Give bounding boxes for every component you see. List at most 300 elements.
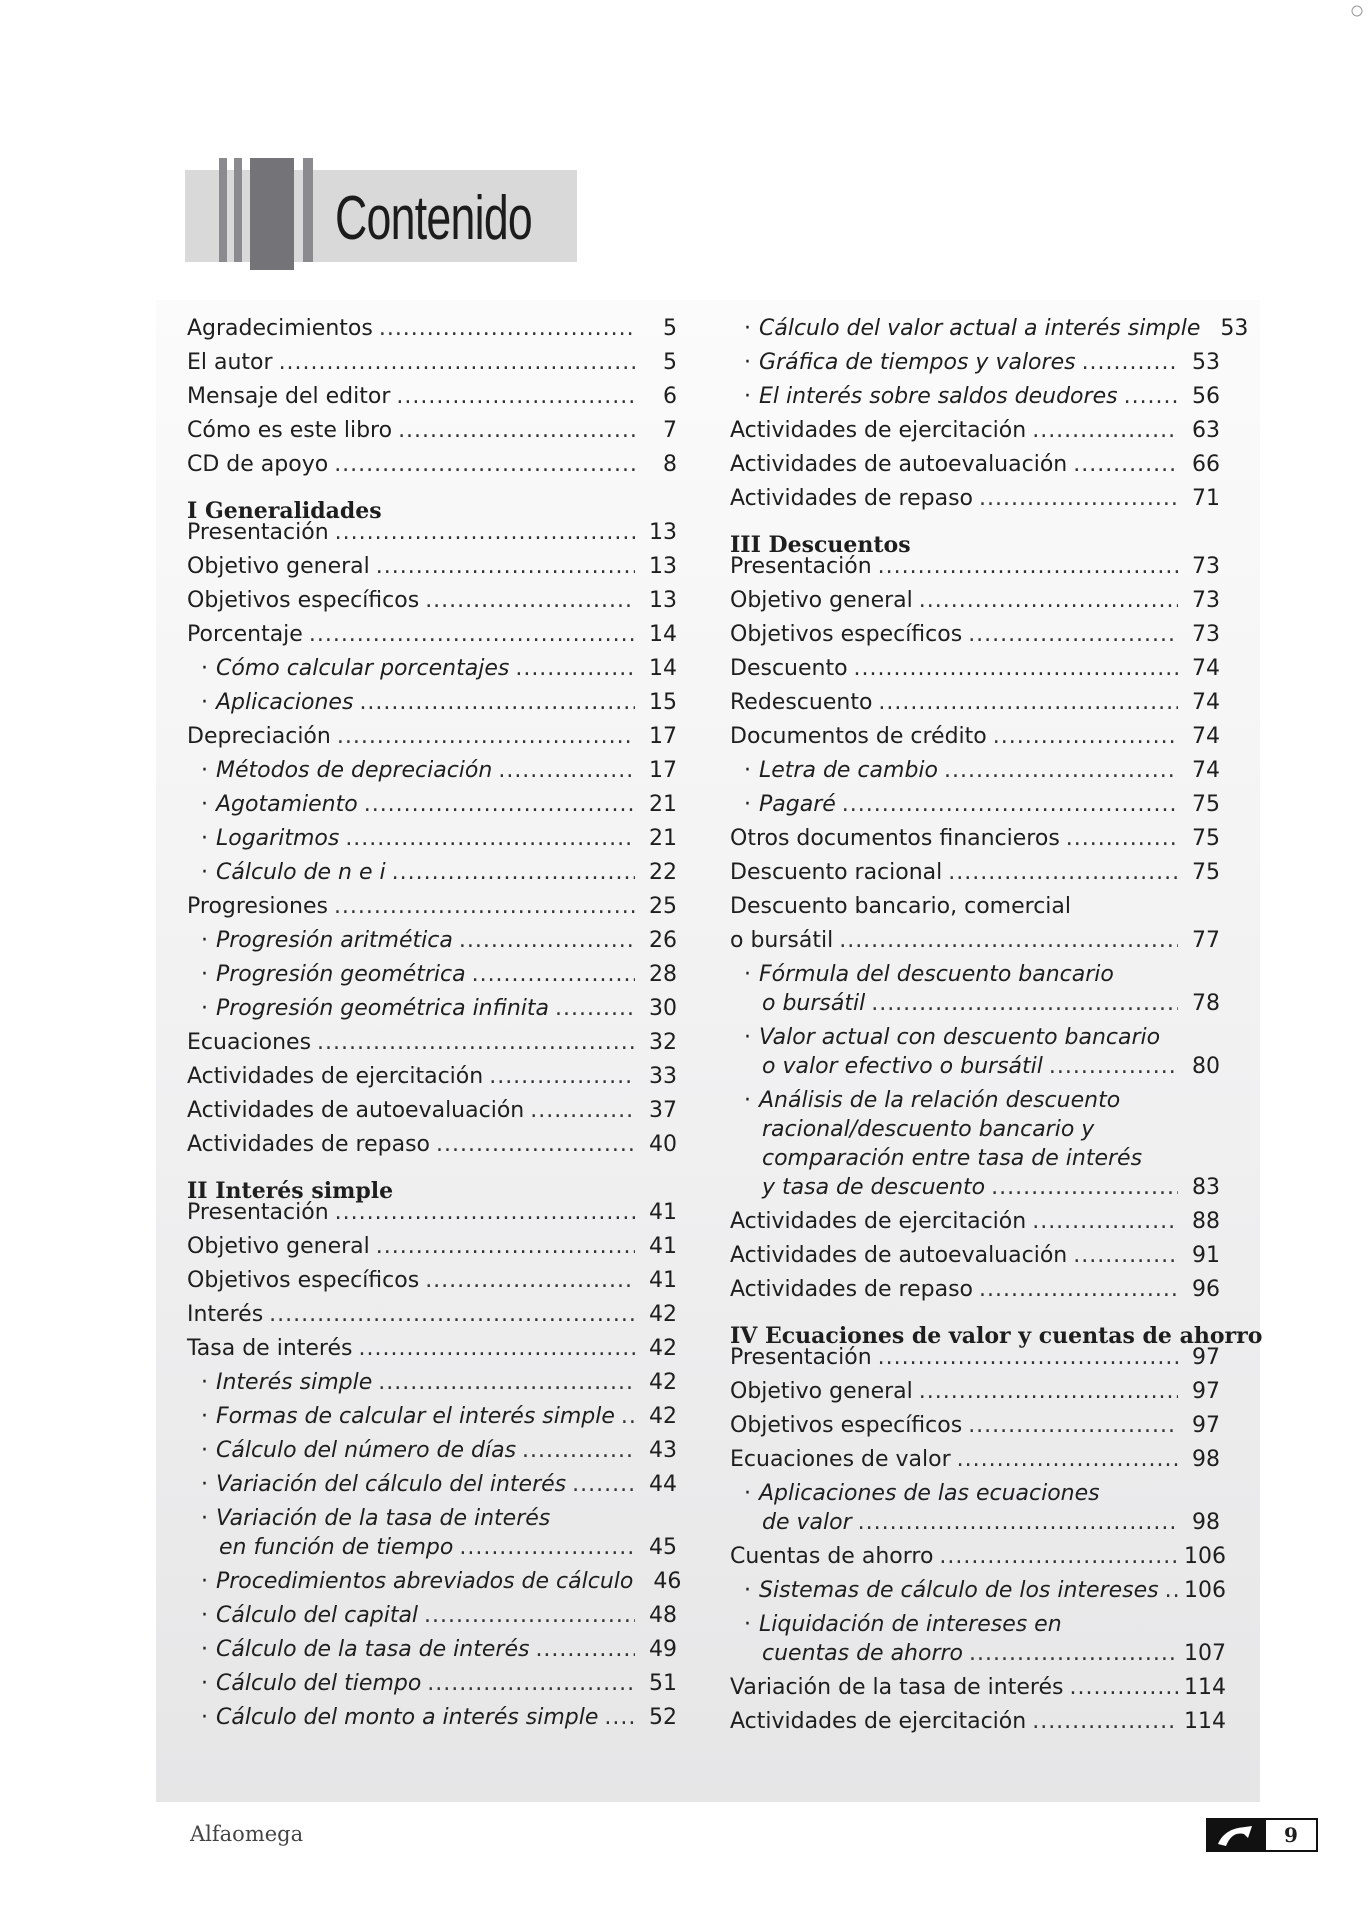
bullet-icon: · bbox=[201, 1671, 208, 1696]
toc-subentry bbox=[187, 960, 677, 990]
entry-title bbox=[730, 926, 833, 956]
toc-entry bbox=[730, 1411, 1220, 1441]
entry-page: 107 bbox=[1184, 1641, 1226, 1666]
dot-leader bbox=[392, 858, 635, 888]
entry-page: 114 bbox=[1184, 1675, 1226, 1700]
toc-subentry bbox=[730, 1639, 1226, 1669]
bullet-icon: · bbox=[201, 1472, 208, 1497]
entry-title bbox=[187, 518, 329, 548]
entry-title bbox=[730, 1542, 933, 1572]
entry-title bbox=[730, 858, 942, 888]
entry-title bbox=[730, 1673, 1063, 1703]
entry-page: 52 bbox=[649, 1705, 677, 1730]
bullet-icon: · bbox=[201, 690, 208, 715]
dot-leader bbox=[498, 756, 635, 786]
dot-leader bbox=[878, 552, 1178, 582]
dot-leader bbox=[358, 1334, 635, 1364]
toc-entry bbox=[730, 722, 1220, 752]
dot-leader bbox=[1073, 450, 1178, 480]
publisher-name: Alfaomega bbox=[190, 1822, 304, 1846]
section-heading: I Generalidades bbox=[187, 498, 382, 524]
toc-entry bbox=[187, 416, 677, 446]
dot-leader bbox=[919, 1377, 1178, 1407]
entry-text: Formas de calcular el interés simple bbox=[216, 1404, 615, 1429]
bullet-icon: · bbox=[201, 962, 208, 987]
entry-page: 28 bbox=[649, 962, 677, 987]
toc-entry bbox=[187, 722, 677, 752]
entry-title bbox=[730, 484, 973, 514]
entry-title bbox=[187, 1096, 524, 1126]
toc-entry bbox=[730, 926, 1220, 956]
entry-page: 53 bbox=[1192, 350, 1220, 375]
entry-title bbox=[730, 552, 872, 582]
entry-title bbox=[730, 1445, 951, 1475]
entry-text: Presentación bbox=[730, 1345, 872, 1370]
bullet-icon: · bbox=[201, 1603, 208, 1628]
entry-title bbox=[730, 1377, 913, 1407]
entry-title bbox=[187, 722, 331, 752]
entry-title bbox=[762, 1639, 963, 1669]
entry-text-line bbox=[730, 892, 1220, 922]
entry-page: 63 bbox=[1192, 418, 1220, 443]
dot-leader bbox=[535, 1635, 635, 1665]
entry-title bbox=[201, 994, 549, 1024]
bullet-icon: · bbox=[201, 1370, 208, 1395]
entry-text: Actividades de repaso bbox=[187, 1132, 430, 1157]
dot-leader bbox=[979, 484, 1178, 514]
dot-leader bbox=[604, 1703, 635, 1733]
entry-title bbox=[187, 1334, 352, 1364]
entry-page: 41 bbox=[649, 1234, 677, 1259]
entry-text: Cálculo del monto a interés simple bbox=[216, 1705, 599, 1730]
dot-leader bbox=[993, 722, 1178, 752]
toc-entry bbox=[187, 620, 677, 650]
page-number-badge bbox=[1206, 1818, 1318, 1852]
entry-page: 98 bbox=[1192, 1447, 1220, 1472]
entry-page: 13 bbox=[649, 520, 677, 545]
dot-leader bbox=[991, 1173, 1178, 1203]
bullet-icon: · bbox=[201, 1637, 208, 1662]
bullet-icon: · bbox=[201, 656, 208, 681]
entry-text: Pagaré bbox=[759, 792, 836, 817]
dot-leader bbox=[1032, 416, 1178, 446]
bullet-icon: · bbox=[201, 1404, 208, 1429]
entry-title bbox=[201, 1635, 529, 1665]
entry-title bbox=[744, 756, 938, 786]
entry-page: 41 bbox=[649, 1268, 677, 1293]
entry-text: Progresión geométrica infinita bbox=[216, 996, 549, 1021]
entry-title bbox=[730, 1411, 962, 1441]
contents-panel bbox=[156, 300, 1263, 1802]
entry-text: Objetivo general bbox=[730, 588, 913, 613]
entry-page: 74 bbox=[1192, 690, 1220, 715]
entry-text: Métodos de depreciación bbox=[216, 758, 493, 783]
dot-leader bbox=[572, 1470, 635, 1500]
entry-text: Actividades de autoevaluación bbox=[187, 1098, 525, 1123]
toc-subentry bbox=[187, 756, 677, 786]
bullet-icon: · bbox=[201, 996, 208, 1021]
entry-text: y tasa de descuento bbox=[762, 1175, 986, 1200]
entry-page: 41 bbox=[649, 1200, 677, 1225]
toc-entry bbox=[187, 518, 677, 548]
entry-page: 73 bbox=[1192, 622, 1220, 647]
dot-leader bbox=[555, 994, 635, 1024]
entry-text: Objetivo general bbox=[730, 1379, 913, 1404]
entry-text: Ecuaciones bbox=[187, 1030, 312, 1055]
dot-leader bbox=[878, 1343, 1178, 1373]
toc-entry bbox=[187, 1266, 677, 1296]
entry-page: 21 bbox=[649, 792, 677, 817]
entry-text: Análisis de la relación descuento bbox=[759, 1088, 1121, 1113]
entry-text: en función de tiempo bbox=[219, 1535, 454, 1560]
entry-text: Variación del cálculo del interés bbox=[216, 1472, 567, 1497]
toc-entry bbox=[730, 1275, 1220, 1305]
entry-page: 83 bbox=[1192, 1175, 1220, 1200]
toc-subentry bbox=[187, 824, 677, 854]
entry-text: cuentas de ahorro bbox=[762, 1641, 964, 1666]
entry-title bbox=[187, 382, 390, 412]
toc-entry bbox=[187, 382, 677, 412]
entry-page: 66 bbox=[1192, 452, 1220, 477]
entry-page: 13 bbox=[649, 588, 677, 613]
entry-text: Otros documentos financieros bbox=[730, 826, 1060, 851]
entry-text: o valor efectivo o bursátil bbox=[762, 1054, 1043, 1079]
toc-subentry bbox=[730, 314, 1249, 344]
entry-title bbox=[187, 1266, 419, 1296]
entry-text: Cálculo del valor actual a interés simple bbox=[759, 316, 1201, 341]
entry-text: Presentación bbox=[730, 554, 872, 579]
entry-page: 51 bbox=[649, 1671, 677, 1696]
entry-page: 30 bbox=[649, 996, 677, 1021]
entry-title bbox=[201, 756, 492, 786]
bullet-icon: · bbox=[744, 1578, 751, 1603]
bullet-icon: · bbox=[744, 1088, 751, 1113]
toc-entry bbox=[730, 552, 1220, 582]
entry-title bbox=[201, 1470, 566, 1500]
entry-text: Actividades de autoevaluación bbox=[730, 1243, 1068, 1268]
entry-title bbox=[187, 892, 328, 922]
entry-title bbox=[219, 1533, 453, 1563]
dot-leader bbox=[334, 450, 635, 480]
corner-mark-icon bbox=[1350, 4, 1364, 18]
toc-entry bbox=[187, 1096, 677, 1126]
toc-subentry bbox=[187, 1470, 677, 1500]
entry-text: Progresión aritmética bbox=[216, 928, 453, 953]
entry-text: El interés sobre saldos deudores bbox=[759, 384, 1118, 409]
entry-text: Letra de cambio bbox=[759, 758, 938, 783]
entry-title bbox=[187, 586, 419, 616]
entry-text: Descuento racional bbox=[730, 860, 943, 885]
entry-page: 42 bbox=[649, 1336, 677, 1361]
entry-text: Valor actual con descuento bancario bbox=[759, 1025, 1161, 1050]
dot-leader bbox=[842, 790, 1178, 820]
entry-text: racional/descuento bancario y bbox=[762, 1117, 1095, 1142]
entry-text: comparación entre tasa de interés bbox=[762, 1146, 1143, 1171]
entry-title bbox=[201, 654, 509, 684]
entry-text: Actividades de repaso bbox=[730, 1277, 973, 1302]
entry-title bbox=[730, 1207, 1026, 1237]
toc-entry bbox=[187, 450, 677, 480]
entry-text: Presentación bbox=[187, 520, 329, 545]
entry-text: Cálculo del número de días bbox=[216, 1438, 517, 1463]
publisher-logo-icon bbox=[1208, 1820, 1266, 1850]
entry-title bbox=[730, 824, 1060, 854]
entry-page: 114 bbox=[1184, 1709, 1226, 1734]
entry-page: 74 bbox=[1192, 656, 1220, 681]
entry-text: Actividades de ejercitación bbox=[730, 418, 1027, 443]
entry-page: 71 bbox=[1192, 486, 1220, 511]
entry-page: 73 bbox=[1192, 588, 1220, 613]
bullet-icon: · bbox=[201, 826, 208, 851]
entry-text: Redescuento bbox=[730, 690, 873, 715]
entry-text: Objetivos específicos bbox=[730, 1413, 963, 1438]
toc-subentry bbox=[187, 1368, 677, 1398]
entry-page: 15 bbox=[649, 690, 677, 715]
toc-entry bbox=[730, 1377, 1220, 1407]
entry-page: 96 bbox=[1192, 1277, 1220, 1302]
entry-page: 75 bbox=[1192, 826, 1220, 851]
entry-text: Documentos de crédito bbox=[730, 724, 987, 749]
dot-leader bbox=[1073, 1241, 1178, 1271]
dot-leader bbox=[969, 1639, 1178, 1669]
entry-text: Cálculo de n e i bbox=[216, 860, 386, 885]
entry-title bbox=[201, 1601, 418, 1631]
dot-leader bbox=[919, 586, 1178, 616]
dot-leader bbox=[424, 1601, 635, 1631]
toc-subentry bbox=[187, 1669, 677, 1699]
entry-page: 33 bbox=[649, 1064, 677, 1089]
section-heading: III Descuentos bbox=[730, 532, 911, 558]
toc-entry bbox=[187, 552, 677, 582]
entry-text: Cálculo del tiempo bbox=[216, 1671, 422, 1696]
entry-page: 78 bbox=[1192, 991, 1220, 1016]
entry-page: 17 bbox=[649, 724, 677, 749]
entry-text: El autor bbox=[187, 350, 273, 375]
entry-text: Porcentaje bbox=[187, 622, 303, 647]
dot-leader bbox=[621, 1402, 635, 1432]
dot-leader bbox=[359, 688, 635, 718]
entry-title bbox=[187, 1062, 483, 1092]
entry-text-line bbox=[730, 1115, 1220, 1145]
toc-entry bbox=[730, 824, 1220, 854]
entry-text: o bursátil bbox=[730, 928, 834, 953]
entry-text: CD de apoyo bbox=[187, 452, 329, 477]
toc-subentry bbox=[187, 1703, 677, 1733]
dot-leader bbox=[939, 1542, 1178, 1572]
entry-page: 75 bbox=[1192, 860, 1220, 885]
bullet-icon: · bbox=[201, 1506, 208, 1531]
toc-subentry bbox=[187, 688, 677, 718]
toc-entry bbox=[730, 688, 1220, 718]
toc-subentry bbox=[730, 756, 1220, 786]
toc-entry bbox=[187, 1130, 677, 1160]
toc-entry bbox=[730, 1241, 1220, 1271]
entry-page: 49 bbox=[649, 1637, 677, 1662]
bullet-icon: · bbox=[201, 1569, 208, 1594]
dot-leader bbox=[858, 1508, 1178, 1538]
entry-title bbox=[730, 620, 962, 650]
entry-page: 106 bbox=[1184, 1578, 1226, 1603]
dot-leader bbox=[269, 1300, 635, 1330]
page-title: Contenido bbox=[335, 184, 533, 253]
entry-page: 5 bbox=[663, 350, 677, 375]
entry-page: 42 bbox=[649, 1302, 677, 1327]
entry-title bbox=[201, 1402, 615, 1432]
dot-leader bbox=[425, 586, 635, 616]
toc-subentry bbox=[187, 994, 677, 1024]
entry-page: 77 bbox=[1192, 928, 1220, 953]
entry-title bbox=[730, 688, 872, 718]
dot-leader bbox=[459, 926, 635, 956]
dot-leader bbox=[522, 1436, 635, 1466]
bullet-icon: · bbox=[201, 1705, 208, 1730]
entry-title bbox=[187, 552, 370, 582]
toc-entry bbox=[730, 1673, 1226, 1703]
entry-text: Aplicaciones bbox=[216, 690, 354, 715]
bullet-icon: · bbox=[201, 758, 208, 783]
dot-leader bbox=[279, 348, 635, 378]
bullet-icon: · bbox=[744, 350, 751, 375]
entry-text: o bursátil bbox=[762, 991, 866, 1016]
entry-title bbox=[201, 1703, 598, 1733]
dot-leader bbox=[459, 1533, 635, 1563]
entry-title bbox=[730, 1241, 1067, 1271]
bullet-icon: · bbox=[744, 1025, 751, 1050]
entry-page: 53 bbox=[1220, 316, 1249, 341]
toc-entry bbox=[730, 1445, 1220, 1475]
dot-leader bbox=[1069, 1673, 1178, 1703]
toc-subentry bbox=[730, 1576, 1226, 1606]
entry-text: Variación de la tasa de interés bbox=[730, 1675, 1064, 1700]
dot-leader bbox=[436, 1130, 635, 1160]
toc-entry bbox=[730, 450, 1220, 480]
toc-entry bbox=[730, 654, 1220, 684]
entry-text-line bbox=[187, 1504, 677, 1534]
page-number: 9 bbox=[1284, 1823, 1298, 1847]
entry-text: Actividades de ejercitación bbox=[187, 1064, 484, 1089]
entry-title bbox=[730, 450, 1067, 480]
bullet-icon: · bbox=[201, 928, 208, 953]
entry-page: 73 bbox=[1192, 554, 1220, 579]
bullet-icon: · bbox=[201, 860, 208, 885]
dot-leader bbox=[530, 1096, 635, 1126]
toc-subentry bbox=[187, 1635, 677, 1665]
entry-page: 21 bbox=[649, 826, 677, 851]
entry-text: Cálculo del capital bbox=[216, 1603, 419, 1628]
entry-title bbox=[730, 1275, 973, 1305]
toc-subentry bbox=[730, 382, 1220, 412]
dot-leader bbox=[1032, 1207, 1178, 1237]
entry-text: Fórmula del descuento bancario bbox=[759, 962, 1114, 987]
entry-page: 91 bbox=[1192, 1243, 1220, 1268]
entry-page: 40 bbox=[649, 1132, 677, 1157]
entry-text: Presentación bbox=[187, 1200, 329, 1225]
toc-entry bbox=[187, 1300, 677, 1330]
header-bar bbox=[219, 158, 227, 262]
toc-subentry bbox=[730, 348, 1220, 378]
entry-title bbox=[762, 1508, 852, 1538]
entry-text: Actividades de autoevaluación bbox=[730, 452, 1068, 477]
section-heading: IV Ecuaciones de valor y cuentas de ahorro bbox=[730, 1323, 1263, 1349]
toc-entry bbox=[730, 1207, 1220, 1237]
entry-page: 26 bbox=[649, 928, 677, 953]
toc-entry bbox=[187, 1062, 677, 1092]
entry-title bbox=[187, 348, 273, 378]
entry-title bbox=[201, 824, 339, 854]
toc-subentry bbox=[187, 1533, 677, 1563]
entry-text: Actividades de ejercitación bbox=[730, 1209, 1027, 1234]
entry-title bbox=[730, 722, 987, 752]
entry-text: Cuentas de ahorro bbox=[730, 1544, 934, 1569]
entry-text: Mensaje del editor bbox=[187, 384, 391, 409]
entry-title bbox=[201, 688, 353, 718]
entry-page: 75 bbox=[1192, 792, 1220, 817]
entry-title bbox=[201, 1436, 516, 1466]
dot-leader bbox=[334, 892, 635, 922]
dot-leader bbox=[427, 1669, 635, 1699]
entry-title bbox=[201, 960, 466, 990]
dot-leader bbox=[345, 824, 635, 854]
entry-text: Cálculo de la tasa de interés bbox=[216, 1637, 530, 1662]
header-bar bbox=[234, 158, 242, 262]
entry-title bbox=[730, 586, 913, 616]
dot-leader bbox=[968, 1411, 1178, 1441]
bullet-icon: · bbox=[744, 792, 751, 817]
entry-page: 32 bbox=[649, 1030, 677, 1055]
entry-title bbox=[187, 1300, 263, 1330]
entry-text-line bbox=[730, 1479, 1220, 1509]
entry-page: 6 bbox=[663, 384, 677, 409]
entry-page: 98 bbox=[1192, 1510, 1220, 1535]
dot-leader bbox=[944, 756, 1178, 786]
dot-leader bbox=[979, 1275, 1178, 1305]
dot-leader bbox=[489, 1062, 635, 1092]
toc-subentry bbox=[730, 1173, 1220, 1203]
entry-text: Interés simple bbox=[216, 1370, 373, 1395]
toc-subentry bbox=[730, 790, 1220, 820]
entry-text-line bbox=[730, 1610, 1220, 1640]
entry-title bbox=[744, 382, 1118, 412]
entry-page: 80 bbox=[1192, 1054, 1220, 1079]
entry-title bbox=[744, 1576, 1159, 1606]
toc-entry bbox=[730, 484, 1220, 514]
entry-text: Tasa de interés bbox=[187, 1336, 353, 1361]
entry-text: Objetivos específicos bbox=[187, 1268, 420, 1293]
dot-leader bbox=[1049, 1052, 1178, 1082]
toc-entry bbox=[730, 858, 1220, 888]
dot-leader bbox=[379, 314, 635, 344]
entry-text: Progresión geométrica bbox=[216, 962, 466, 987]
entry-title bbox=[762, 989, 865, 1019]
dot-leader bbox=[396, 382, 635, 412]
dot-leader bbox=[425, 1266, 635, 1296]
toc-entry bbox=[187, 1334, 677, 1364]
entry-page: 56 bbox=[1192, 384, 1220, 409]
dot-leader bbox=[472, 960, 635, 990]
entry-text-line bbox=[730, 1023, 1220, 1053]
entry-text: Aplicaciones de las ecuaciones bbox=[759, 1481, 1100, 1506]
entry-title bbox=[762, 1052, 1043, 1082]
entry-title bbox=[744, 348, 1076, 378]
entry-title bbox=[201, 790, 358, 820]
bullet-icon: · bbox=[744, 758, 751, 783]
dot-leader bbox=[1032, 1707, 1178, 1737]
toc-entry bbox=[187, 1198, 677, 1228]
entry-page: 43 bbox=[649, 1438, 677, 1463]
toc-subentry bbox=[730, 1508, 1220, 1538]
header-bar bbox=[250, 158, 294, 270]
dot-leader bbox=[335, 1198, 635, 1228]
